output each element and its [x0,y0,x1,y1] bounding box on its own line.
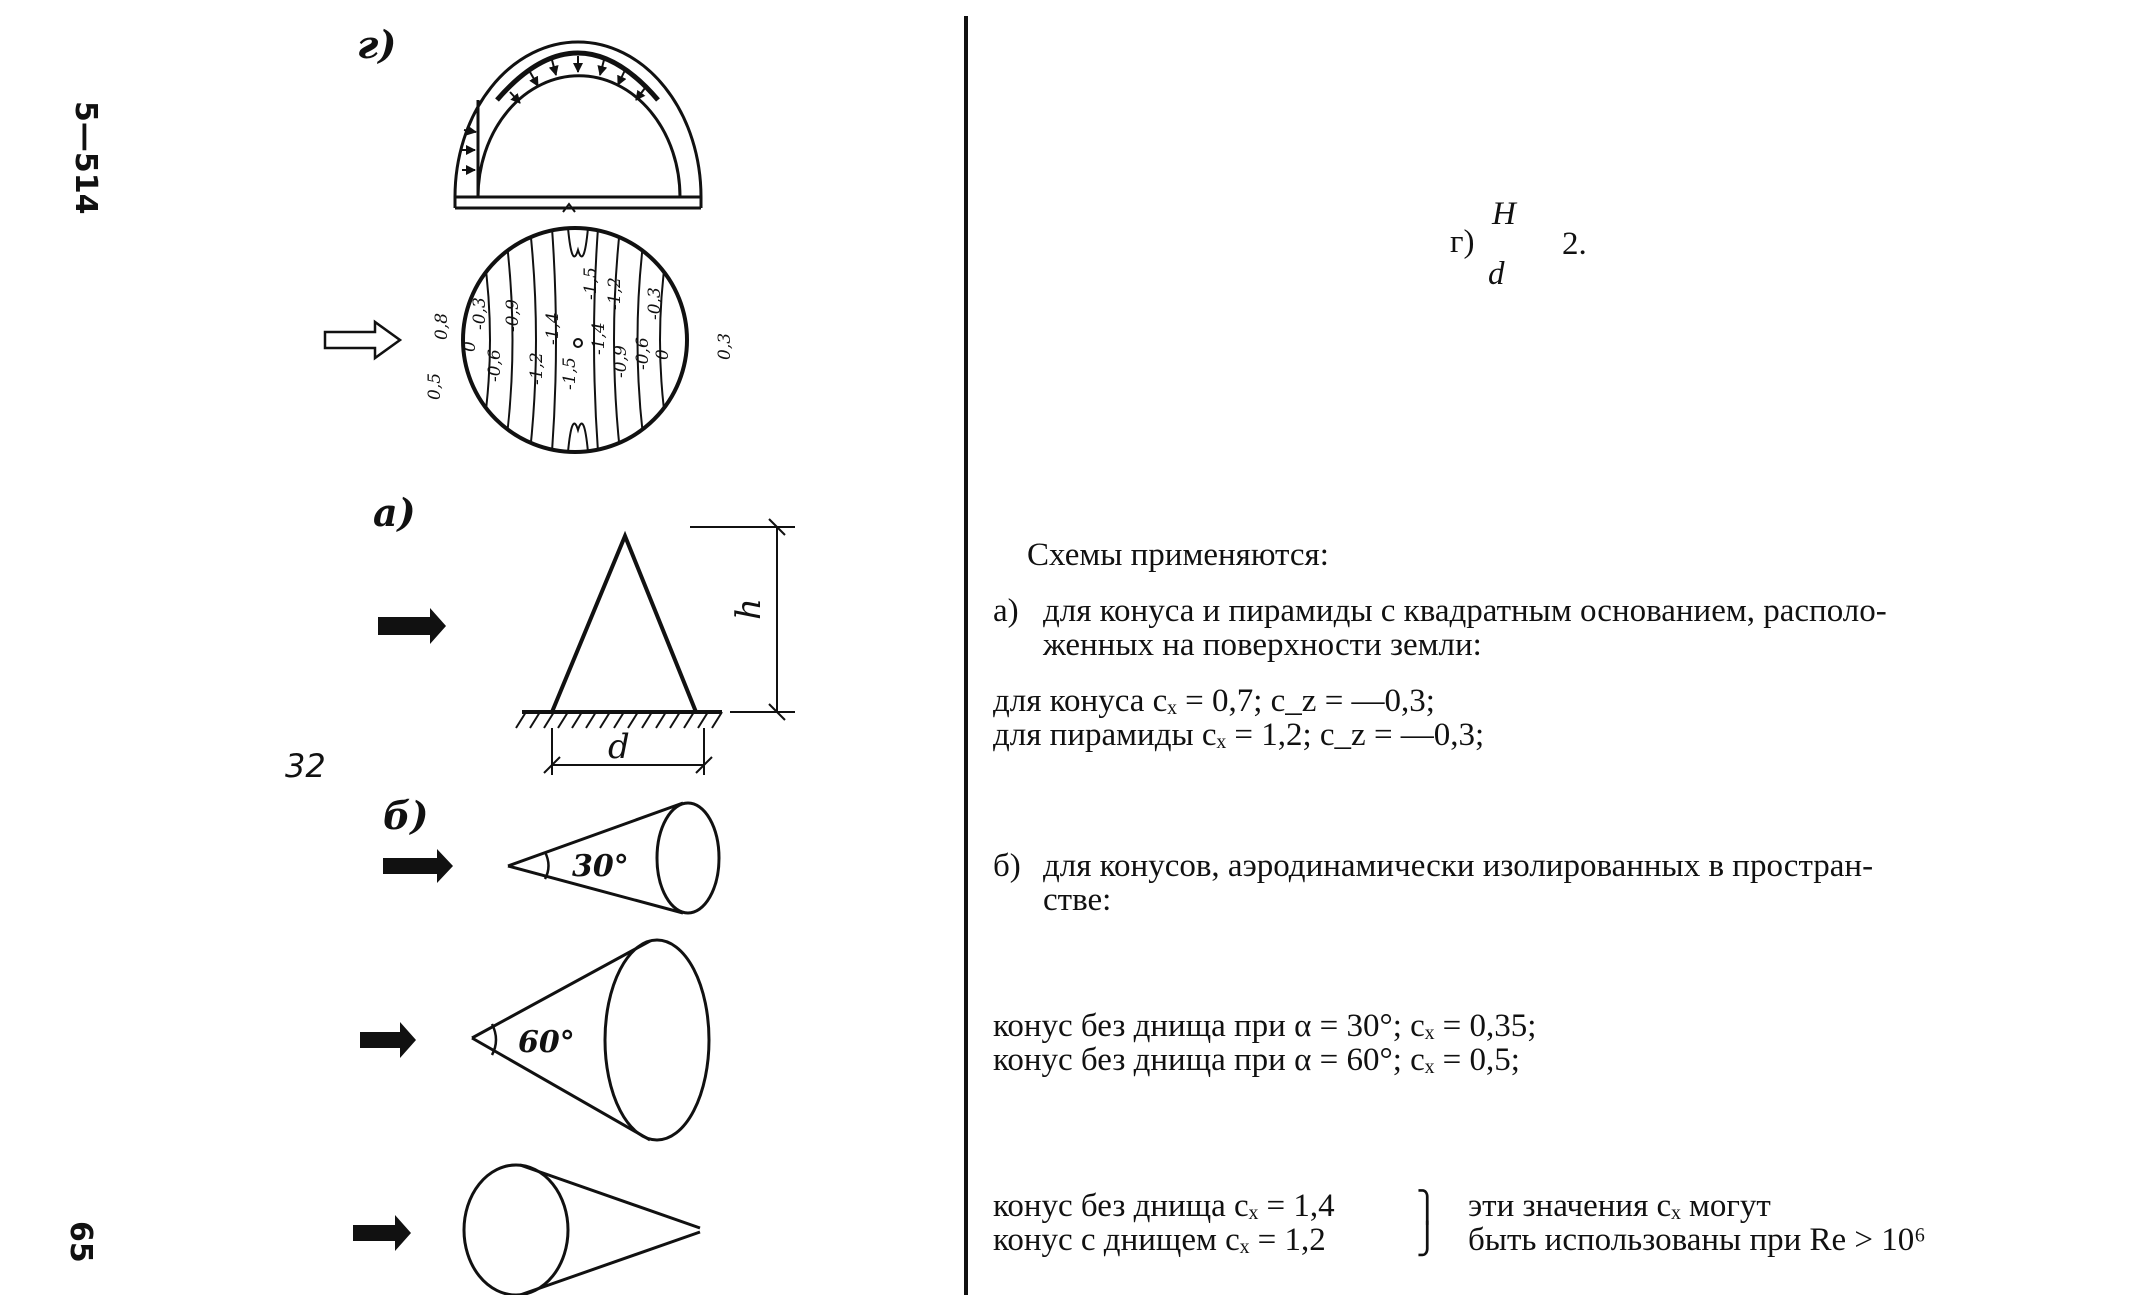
contour-label: -1,5 [581,267,601,300]
side-page-number-top: 5—514 [68,101,103,215]
reynolds-note-line1: эти значения cₓ могут [1468,1188,1771,1224]
contour-label: 0 [653,349,673,360]
contour-label: -0,3 [645,287,665,320]
angle-60-label: 60° [518,1025,575,1060]
wind-arrow-icon [378,608,446,644]
column-divider [964,16,968,1295]
contour-label: 0,8 [432,312,452,340]
brace-top: ⎫ [1416,1191,1439,1224]
contour-label: 0,5 [425,372,445,400]
item-a-line1: для конуса и пирамиды с квадратным основанием, располо- [1043,593,1887,629]
contour-label: -0,3 [470,297,490,330]
wind-arrow-icon [360,1022,416,1058]
cone-60-diagram [360,940,709,1140]
pyramid-coefficients: для пирамиды cₓ = 1,2; c_z = —0,3; [993,717,1485,753]
reynolds-note-line2: быть использованы при Re > 10⁶ [1468,1222,1926,1258]
cone-reversed-diagram [353,1165,700,1295]
cone-no-bottom-coefficient: конус без днища cₓ = 1,4 [993,1188,1335,1224]
figure-label-a: а) [373,490,416,535]
contour-label: -1,5 [560,357,580,390]
cone-30-diagram [383,803,719,913]
item-b-line2: стве: [1043,882,1112,918]
ratio-denominator: d [1488,256,1505,292]
figure-label-b: б) [383,793,429,838]
dome-plan-contours [325,228,735,452]
item-b-label: б) [993,848,1021,884]
wind-arrow-icon [383,849,453,883]
cone-60-coefficient: конус без днища при α = 60°; cₓ = 0,5; [993,1042,1520,1078]
side-page-number-bottom: 65 [63,1221,98,1263]
contour-label: -1,4 [589,322,609,355]
dimension-d-label: d [608,727,630,767]
cone-coefficients: для конуса cₓ = 0,7; c_z = —0,3; [993,683,1435,719]
dimension-h-label: h [729,598,769,620]
ratio-value: 2. [1562,226,1587,262]
wind-arrow-icon [353,1215,411,1251]
contour-label: 0 [460,341,480,352]
figure-number: 32 [285,747,326,785]
figure-drawings [0,0,964,1295]
contour-label: -0,9 [503,299,523,332]
contour-label: -0,6 [485,349,505,382]
contour-label: -0,6 [633,337,653,370]
figure-label-g: г) [357,22,397,67]
angle-30-label: 30° [572,849,629,884]
item-a-line2: женных на поверхности земли: [1043,627,1482,663]
ratio-numerator: H [1492,196,1516,232]
contour-label: -1,2 [605,277,625,310]
ratio-prefix: г) [1450,224,1475,260]
wind-arrow-outline-icon [325,322,400,358]
dome-section-diagram [455,42,701,212]
contour-label: 0,3 [715,332,735,360]
contour-label: -1,4 [543,312,563,345]
item-a-label: а) [993,593,1019,629]
contour-label: -1,2 [527,352,547,385]
item-b-line1: для конусов, аэродинамически изолированных в простран- [1043,848,1874,884]
ratio-expression [1450,196,1650,296]
contour-label: -0,9 [611,345,631,378]
schemes-intro: Схемы применяются: [1027,537,1329,573]
cone-30-coefficient: конус без днища при α = 30°; cₓ = 0,35; [993,1008,1537,1044]
brace-bottom: ⎭ [1416,1223,1439,1256]
ground-cone-diagram [378,519,795,775]
cone-with-bottom-coefficient: конус с днищем cₓ = 1,2 [993,1222,1326,1258]
